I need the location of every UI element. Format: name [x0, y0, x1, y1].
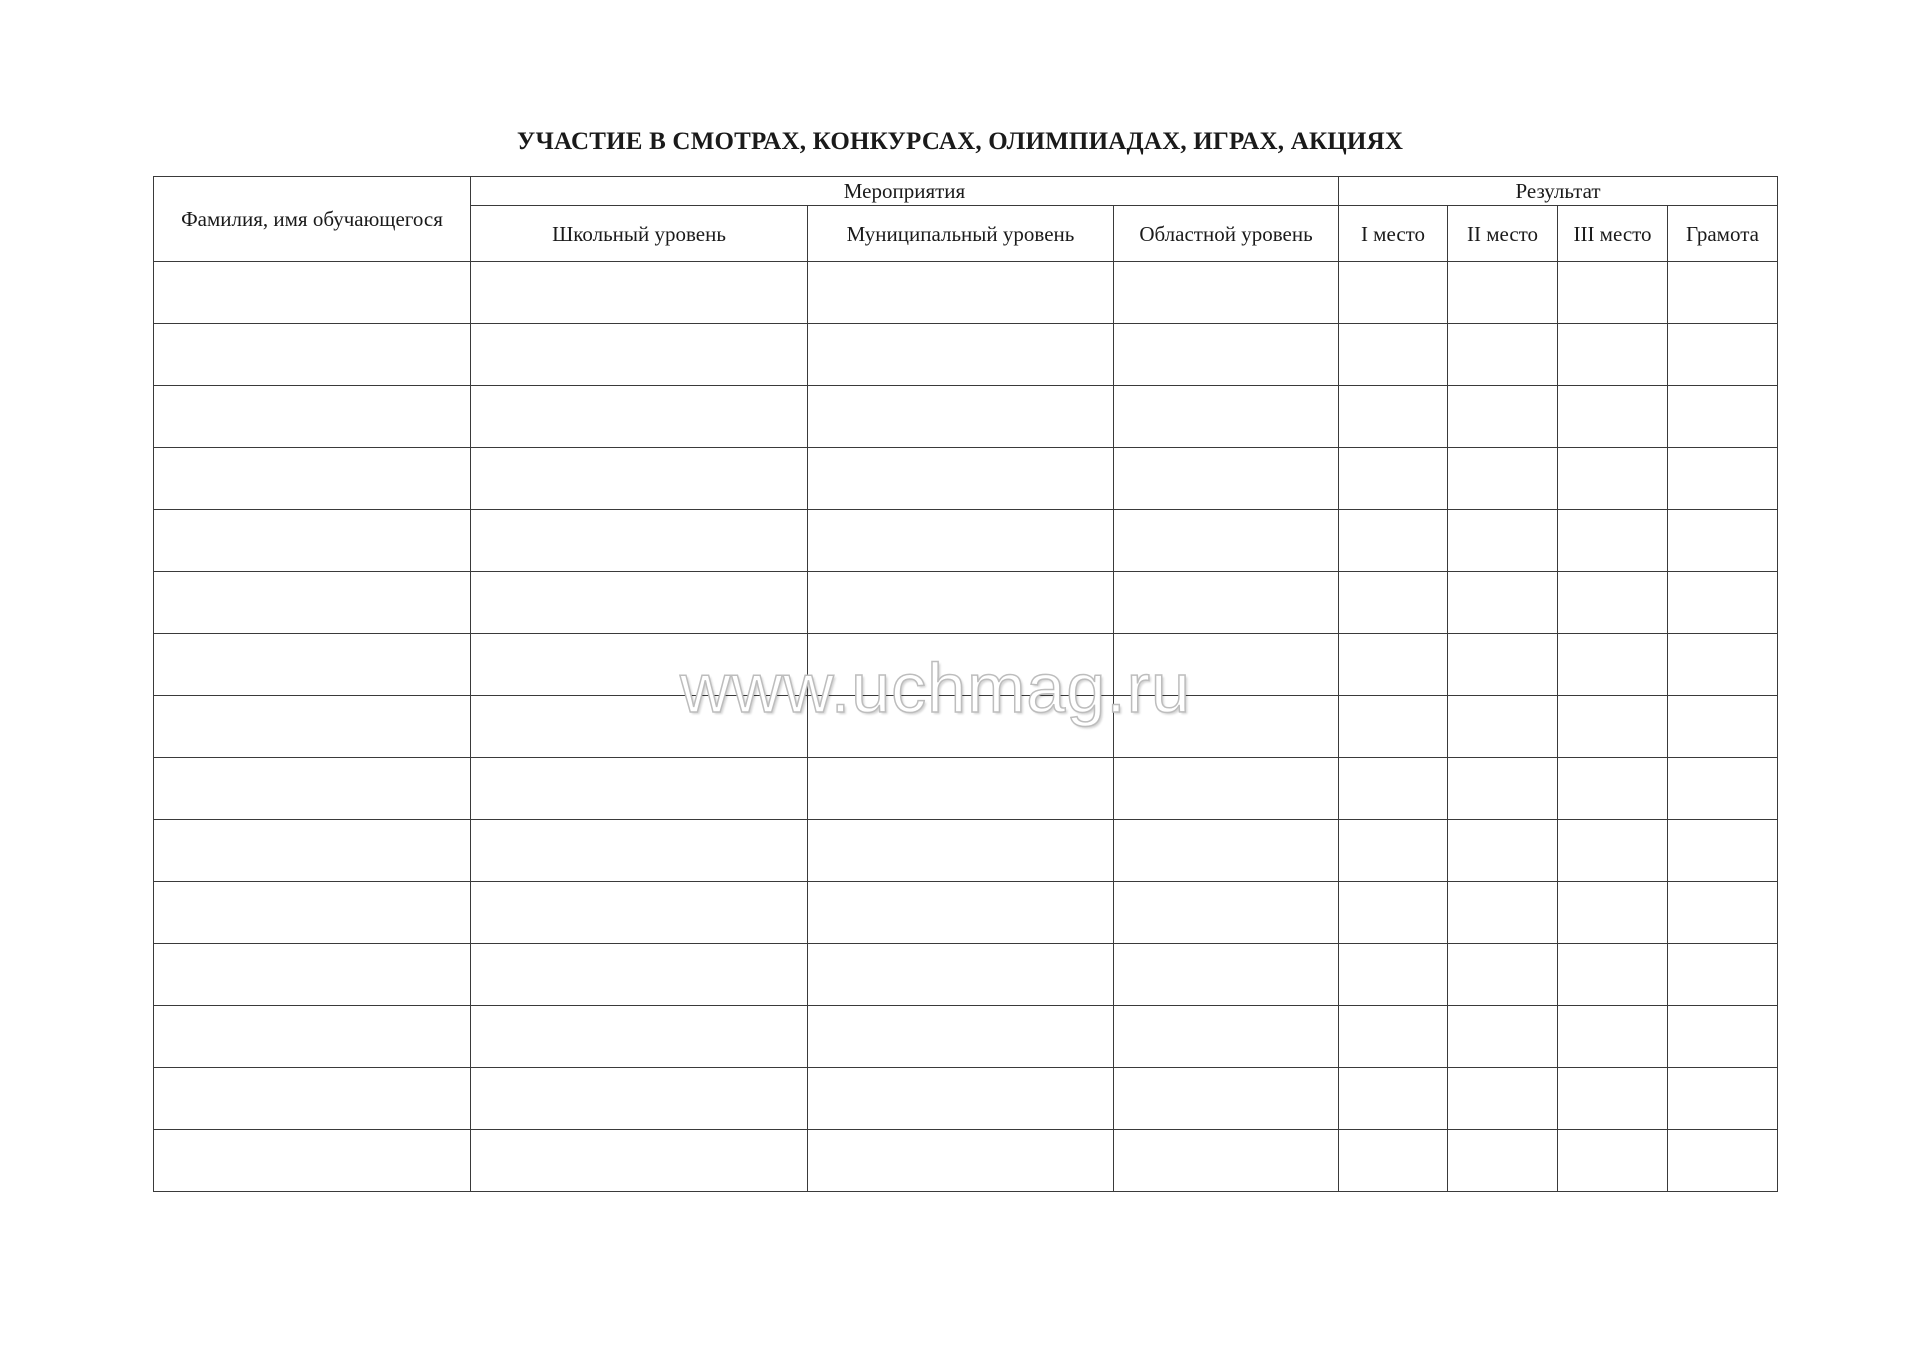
table-cell-empty — [1668, 696, 1778, 758]
table-cell-empty — [1114, 944, 1339, 1006]
table-cell-empty — [1668, 324, 1778, 386]
header-municipal-level: Муниципальный уровень — [808, 206, 1114, 262]
table-cell-empty — [1339, 882, 1448, 944]
table-cell-empty — [808, 386, 1114, 448]
table-cell-empty — [1558, 510, 1668, 572]
table-cell-empty — [808, 696, 1114, 758]
table-cell-empty — [808, 1130, 1114, 1192]
table-cell-empty — [154, 1006, 471, 1068]
table-cell-empty — [471, 572, 808, 634]
table-cell-empty — [1668, 510, 1778, 572]
header-third-place: III место — [1558, 206, 1668, 262]
header-school-level: Школьный уровень — [471, 206, 808, 262]
table-cell-empty — [1339, 1068, 1448, 1130]
table-cell-empty — [1339, 262, 1448, 324]
table-cell-empty — [154, 634, 471, 696]
table-cell-empty — [1668, 634, 1778, 696]
table-cell-empty — [1558, 572, 1668, 634]
table-cell-empty — [1448, 696, 1558, 758]
table-row — [154, 1130, 1778, 1192]
table-cell-empty — [471, 1068, 808, 1130]
table-cell-empty — [471, 634, 808, 696]
table-cell-empty — [1114, 510, 1339, 572]
table-cell-empty — [1339, 324, 1448, 386]
table-cell-empty — [808, 572, 1114, 634]
participation-table — [153, 176, 1778, 1192]
table-row — [154, 572, 1778, 634]
table-cell-empty — [1558, 448, 1668, 510]
table-cell-empty — [1114, 882, 1339, 944]
table-cell-empty — [1114, 448, 1339, 510]
table-cell-empty — [1558, 1006, 1668, 1068]
table-cell-empty — [1114, 1006, 1339, 1068]
table-cell-empty — [471, 448, 808, 510]
table-row — [154, 448, 1778, 510]
header-regional-level: Областной уровень — [1114, 206, 1339, 262]
table-cell-empty — [154, 386, 471, 448]
watermark: www.uchmag.ru — [680, 649, 1191, 727]
table-cell-empty — [1558, 758, 1668, 820]
table-cell-empty — [154, 448, 471, 510]
table-cell-empty — [1114, 634, 1339, 696]
table-cell-empty — [1339, 510, 1448, 572]
table-cell-empty — [154, 324, 471, 386]
table-cell-empty — [154, 944, 471, 1006]
table-cell-empty — [1448, 510, 1558, 572]
table-cell-empty — [1114, 820, 1339, 882]
table-row — [154, 1068, 1778, 1130]
table-cell-empty — [1668, 572, 1778, 634]
table-cell-empty — [1448, 634, 1558, 696]
table-cell-empty — [1339, 758, 1448, 820]
table-cell-empty — [1339, 572, 1448, 634]
table-cell-empty — [1558, 634, 1668, 696]
table-cell-empty — [808, 1068, 1114, 1130]
table-cell-empty — [1114, 262, 1339, 324]
table-cell-empty — [1339, 1130, 1448, 1192]
table-cell-empty — [1339, 944, 1448, 1006]
table-cell-empty — [471, 324, 808, 386]
table-cell-empty — [1668, 1130, 1778, 1192]
table-cell-empty — [1448, 882, 1558, 944]
table-row — [154, 820, 1778, 882]
table-cell-empty — [154, 820, 471, 882]
table-cell-empty — [808, 1006, 1114, 1068]
table-cell-empty — [1114, 386, 1339, 448]
table-cell-empty — [154, 1068, 471, 1130]
table-cell-empty — [1668, 1006, 1778, 1068]
table-cell-empty — [471, 1006, 808, 1068]
table-cell-empty — [808, 634, 1114, 696]
header-first-place: I место — [1339, 206, 1448, 262]
table-cell-empty — [1448, 448, 1558, 510]
table-cell-empty — [1668, 1068, 1778, 1130]
table-cell-empty — [154, 696, 471, 758]
table-cell-empty — [1448, 324, 1558, 386]
table-cell-empty — [1558, 386, 1668, 448]
table-cell-empty — [471, 820, 808, 882]
table-cell-empty — [1114, 1130, 1339, 1192]
table-cell-empty — [1668, 448, 1778, 510]
table-cell-empty — [1448, 944, 1558, 1006]
table-cell-empty — [808, 820, 1114, 882]
table-cell-empty — [1448, 820, 1558, 882]
table-cell-empty — [154, 758, 471, 820]
table-cell-empty — [471, 386, 808, 448]
header-events: Мероприятия — [471, 177, 1339, 206]
table-row — [154, 324, 1778, 386]
table-row — [154, 262, 1778, 324]
table-row — [154, 510, 1778, 572]
page-title: УЧАСТИЕ В СМОТРАХ, КОНКУРСАХ, ОЛИМПИАДАХ, ИГРАХ, АКЦИЯХ — [516, 128, 1404, 155]
table-row — [154, 386, 1778, 448]
table-row — [154, 1006, 1778, 1068]
table-cell-empty — [1668, 944, 1778, 1006]
table-cell-empty — [1558, 882, 1668, 944]
table-cell-empty — [808, 882, 1114, 944]
table-cell-empty — [471, 1130, 808, 1192]
table-cell-empty — [1448, 758, 1558, 820]
table-cell-empty — [1558, 262, 1668, 324]
table-cell-empty — [1668, 262, 1778, 324]
table-row — [154, 634, 1778, 696]
table-cell-empty — [471, 944, 808, 1006]
table-cell-empty — [1114, 324, 1339, 386]
table-cell-empty — [1114, 1068, 1339, 1130]
table-cell-empty — [1668, 882, 1778, 944]
table-cell-empty — [1448, 572, 1558, 634]
table-cell-empty — [1114, 758, 1339, 820]
table-cell-empty — [1558, 1130, 1668, 1192]
table-cell-empty — [1448, 1068, 1558, 1130]
table-row — [154, 696, 1778, 758]
table-cell-empty — [1668, 820, 1778, 882]
table-cell-empty — [1558, 696, 1668, 758]
table-cell-empty — [1448, 1006, 1558, 1068]
table-cell-empty — [154, 510, 471, 572]
table-cell-empty — [1339, 820, 1448, 882]
table-cell-empty — [154, 1130, 471, 1192]
table-cell-empty — [808, 944, 1114, 1006]
table-cell-empty — [471, 882, 808, 944]
header-student-name: Фамилия, имя обучающегося — [154, 177, 471, 262]
table-cell-empty — [1558, 324, 1668, 386]
table-cell-empty — [1558, 1068, 1668, 1130]
table-cell-empty — [1558, 820, 1668, 882]
table-cell-empty — [1668, 758, 1778, 820]
table-row — [154, 882, 1778, 944]
table-cell-empty — [1448, 386, 1558, 448]
table-cell-empty — [1448, 262, 1558, 324]
table-row — [154, 758, 1778, 820]
table-cell-empty — [1339, 386, 1448, 448]
header-result: Результат — [1339, 177, 1778, 206]
table-cell-empty — [471, 696, 808, 758]
table-cell-empty — [808, 510, 1114, 572]
table-cell-empty — [1339, 448, 1448, 510]
table-cell-empty — [1339, 1006, 1448, 1068]
table-cell-empty — [154, 572, 471, 634]
header-certificate: Грамота — [1668, 206, 1778, 262]
table-cell-empty — [1668, 386, 1778, 448]
table-cell-empty — [1339, 634, 1448, 696]
table-cell-empty — [808, 448, 1114, 510]
table-cell-empty — [471, 262, 808, 324]
table-cell-empty — [1339, 696, 1448, 758]
table-cell-empty — [471, 510, 808, 572]
table-cell-empty — [154, 882, 471, 944]
table-cell-empty — [808, 262, 1114, 324]
table-cell-empty — [808, 324, 1114, 386]
table-cell-empty — [808, 758, 1114, 820]
header-second-place: II место — [1448, 206, 1558, 262]
table-cell-empty — [1558, 944, 1668, 1006]
table-cell-empty — [1114, 572, 1339, 634]
table-cell-empty — [1114, 696, 1339, 758]
table-cell-empty — [1448, 1130, 1558, 1192]
table-row — [154, 944, 1778, 1006]
table-body — [154, 262, 1778, 1192]
table-cell-empty — [471, 758, 808, 820]
table-cell-empty — [154, 262, 471, 324]
